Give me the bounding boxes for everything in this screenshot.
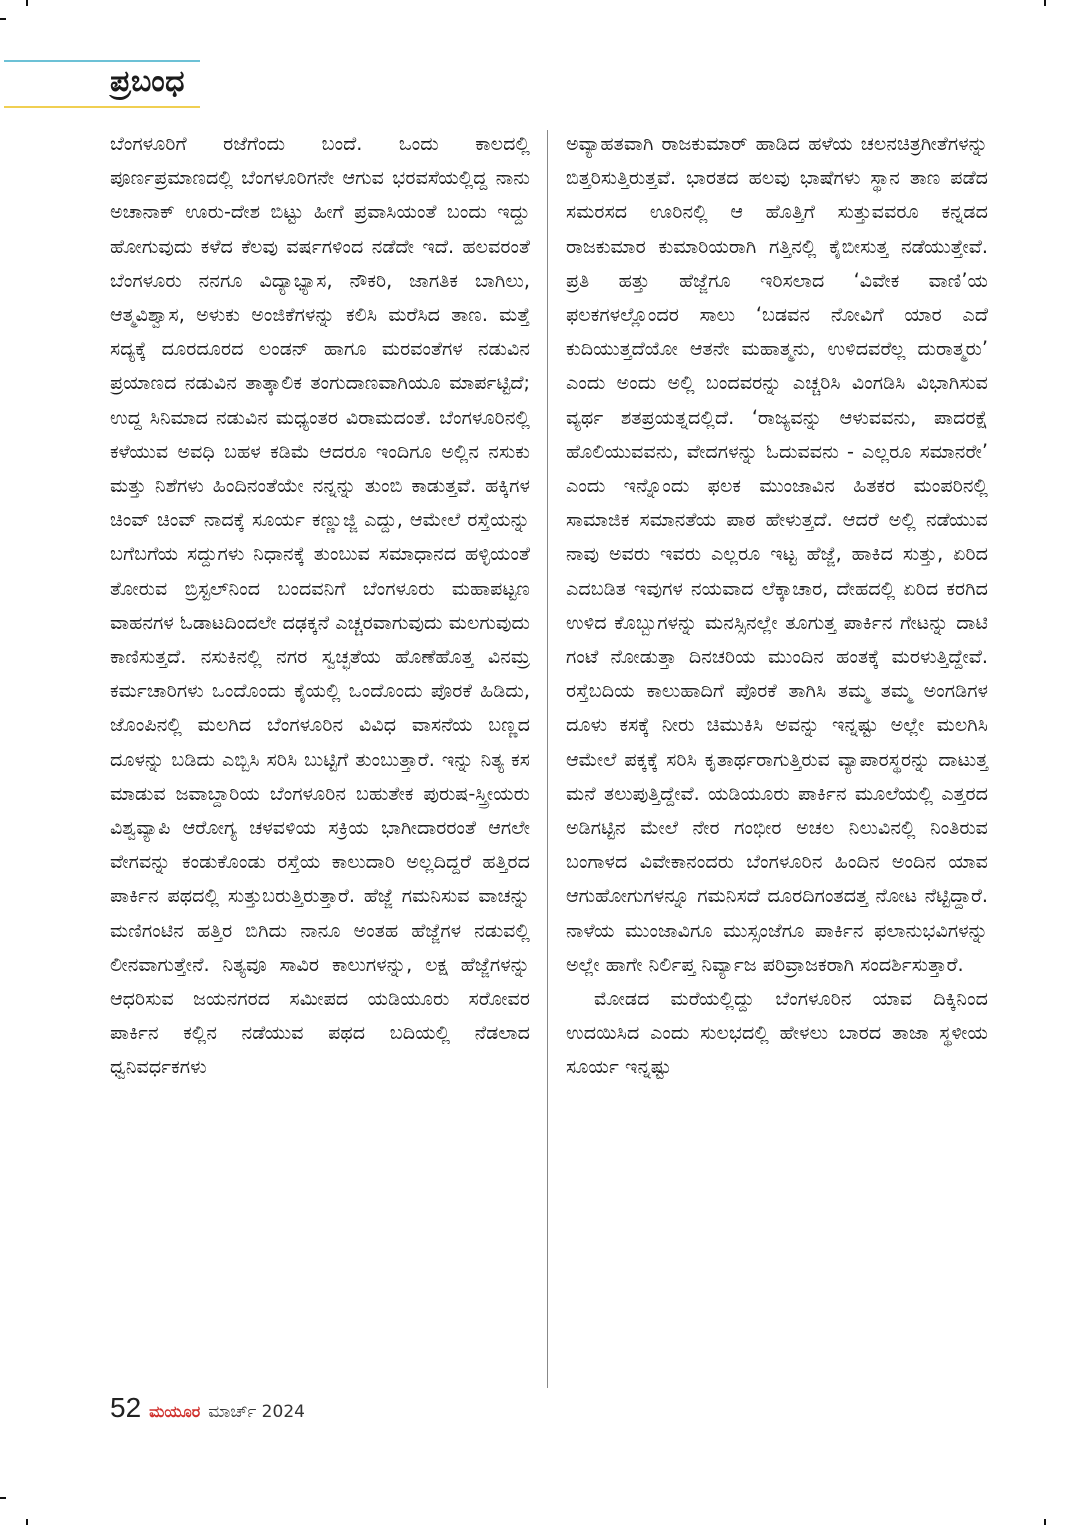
page-number: 52 xyxy=(110,1392,142,1423)
crop-mark-top-right-v xyxy=(1044,0,1046,6)
paragraph: ಮೋಡದ ಮರೆಯಲ್ಲಿದ್ದು ಬೆಂಗಳೂರಿನ ಯಾವ ದಿಕ್ಕಿನಿಂದ ಉದಯಿಸಿದ ಎಂದು ಸುಲಭದಲ್ಲಿ ಹೇಳಲು ಬಾರದ ತಾಜಾ ಸ್ಥಳೀಯ ಸೂರ್ಯ ಇನ್ನಷ್ಟು xyxy=(566,987,988,1079)
section-title: ಪ್ರಬಂಧ xyxy=(110,64,186,99)
section-header-rule-top xyxy=(4,60,200,62)
crop-mark-bottom-right-v xyxy=(1044,1519,1046,1525)
issue-date: ಮಾರ್ಚ್ 2024 xyxy=(208,1402,305,1422)
crop-mark-top-left-v xyxy=(26,0,28,6)
paragraph: ಬೆಂಗಳೂರಿಗೆ ರಜೆಗೆಂದು ಬಂದೆ. ಒಂದು ಕಾಲದಲ್ಲಿ ಪೂರ್ಣಪ್ರಮಾಣದಲ್ಲಿ ಬೆಂಗಳೂರಿಗನೇ ಆಗುವ ಭರವಸೆಯಲ್ಲಿದ್ದ ನಾನು ಅಚಾನಾಕ್ ಊರು-ದೇಶ ಬಿಟ್ಟು ಹೀಗೆ ಪ್ರವಾಸಿಯಂತೆ ಬಂದು ಇದ್ದು ಹೋಗುವುದು ಕಳೆದ ಕೆಲವು ವರ್ಷಗಳಿಂದ ನಡೆದೇ ಇದೆ. ಹಲವರಂತೆ ಬೆಂಗಳೂರು ನನಗೂ ವಿದ್ಯಾಭ್ಯಾಸ, ನೌಕರಿ, ಜಾಗತಿಕ ಬಾಗಿಲು, ಆತ್ಮವಿಶ್ವಾಸ, ಅಳುಕು ಅಂಜಿಕೆಗಳನ್ನು ಕಲಿಸಿ ಮರೆಸಿದ ತಾಣ. ಮತ್ತೆ ಸದ್ಯಕ್ಕೆ ದೂರದೂರದ ಲಂಡನ್ ಹಾಗೂ ಮರವಂತೆಗಳ ನಡುವಿನ ಪ್ರಯಾಣದ ನಡುವಿನ ತಾತ್ಕಾಲಿಕ ತಂಗುದಾಣವಾಗಿಯೂ ಮಾರ್ಪಟ್ಟಿದೆ; ಉದ್ದ ಸಿನಿಮಾದ ನಡುವಿನ ಮಧ್ಯಂತರ ವಿರಾಮದಂತೆ. ಬೆಂಗಳೂರಿನಲ್ಲಿ ಕಳೆಯುವ ಅವಧಿ ಬಹಳ ಕಡಿಮೆ ಆದರೂ ಇಂದಿಗೂ ಅಲ್ಲಿನ ನಸುಕು ಮತ್ತು ನಿಶೆಗಳು ಹಿಂದಿನಂತೆಯೇ ನನ್ನನ್ನು ತುಂಬಿ ಕಾಡುತ್ತವೆ. ಹಕ್ಕಿಗಳ ಚಿಂವ್ ಚಿಂವ್ ನಾದಕ್ಕೆ ಸೂರ್ಯ ಕಣ್ಣುಜ್ಜಿ ಎದ್ದು, ಆಮೇಲೆ ರಸ್ತೆಯನ್ನು ಬಗೆಬಗೆಯ ಸದ್ದುಗಳು ನಿಧಾನಕ್ಕೆ ತುಂಬುವ ಸಮಾಧಾನದ ಹಳ್ಳಿಯಂತೆ ತೋರುವ ಬ್ರಿಸ್ಟಲ್‌ನಿಂದ ಬಂದವನಿಗೆ ಬೆಂಗಳೂರು ಮಹಾಪಟ್ಟಣ ವಾಹನಗಳ ಓಡಾಟದಿಂದಲೇ ದಢಕ್ಕನೆ ಎಚ್ಚರವಾಗುವುದು ಮಲಗುವುದು ಕಾಣಿಸುತ್ತದೆ. ನಸುಕಿನಲ್ಲಿ ನಗರ ಸ್ವಚ್ಛತೆಯ ಹೊಣೆಹೊತ್ತ ವಿನಮ್ರ ಕರ್ಮಚಾರಿಗಳು ಒಂದೊಂದು ಕೈಯಲ್ಲಿ ಒಂದೊಂದು ಪೊರಕೆ ಹಿಡಿದು, ಜೊಂಪಿನಲ್ಲಿ ಮಲಗಿದ ಬೆಂಗಳೂರಿನ ವಿವಿಧ ವಾಸನೆಯ ಬಣ್ಣದ ದೂಳನ್ನು ಬಡಿದು ಎಬ್ಬಿಸಿ ಸರಿಸಿ ಬುಟ್ಟಿಗೆ ತುಂಬುತ್ತಾರೆ. ಇನ್ನು ನಿತ್ಯ ಕಸ ಮಾಡುವ ಜವಾಬ್ದಾರಿಯ ಬೆಂಗಳೂರಿನ ಬಹುತೇಕ ಪುರುಷ-ಸ್ತ್ರೀಯರು ವಿಶ್ವವ್ಯಾಪಿ ಆರೋಗ್ಯ ಚಳವಳಿಯ ಸಕ್ರಿಯ ಭಾಗೀದಾರರಂತೆ ಆಗಲೇ ವೇಗವನ್ನು ಕಂಡುಕೊಂಡು ರಸ್ತೆಯ ಕಾಲುದಾರಿ ಅಲ್ಲದಿದ್ದರೆ ಹತ್ತಿರದ ಪಾರ್ಕಿನ ಪಥದಲ್ಲಿ ಸುತ್ತುಬರುತ್ತಿರುತ್ತಾರೆ. ಹೆಜ್ಜೆ ಗಮನಿಸುವ ವಾಚನ್ನು ಮಣಿಗಂಟಿನ ಹತ್ತಿರ ಬಿಗಿದು ನಾನೂ ಅಂತಹ ಹೆಜ್ಜೆಗಳ ನಡುವಲ್ಲಿ ಲೀನವಾಗುತ್ತೇನೆ. ನಿತ್ಯವೂ ಸಾವಿರ ಕಾಲುಗಳನ್ನು, ಲಕ್ಷ ಹೆಜ್ಜೆಗಳನ್ನು ಆಧರಿಸುವ ಜಯನಗರದ ಸಮೀಪದ ಯಡಿಯೂರು ಸರೋವರ ಪಾರ್ಕಿನ ಕಲ್ಲಿನ ನಡೆಯುವ ಪಥದ ಬದಿಯಲ್ಲಿ ನೆಡಲಾದ ಧ್ವನಿವರ್ಧಕಗಳು xyxy=(110,132,530,1079)
magazine-logo: ಮಯೂರ xyxy=(149,1402,201,1421)
article-column-right xyxy=(566,127,988,1085)
section-header-rule-bottom xyxy=(4,106,200,108)
paragraph: ಅವ್ಯಾಹತವಾಗಿ ರಾಜಕುಮಾರ್ ಹಾಡಿದ ಹಳೆಯ ಚಲನಚಿತ್ರಗೀತೆಗಳನ್ನು ಬಿತ್ತರಿಸುತ್ತಿರುತ್ತವೆ. ಭಾರತದ ಹಲವು ಭಾಷೆಗಳು ಸ್ಥಾನ ತಾಣ ಪಡೆದ ಸಮರಸದ ಊರಿನಲ್ಲಿ ಆ ಹೊತ್ತಿಗೆ ಸುತ್ತುವವರೂ ಕನ್ನಡದ ರಾಜಕುಮಾರ ಕುಮಾರಿಯರಾಗಿ ಗತ್ತಿನಲ್ಲಿ ಕೈಬೀಸುತ್ತ ನಡೆಯುತ್ತೇವೆ. ಪ್ರತಿ ಹತ್ತು ಹೆಜ್ಜೆಗೂ ಇರಿಸಲಾದ ‘ವಿವೇಕ ವಾಣಿ’ಯ ಫಲಕಗಳಲ್ಲೊಂದರ ಸಾಲು ‘ಬಡವನ ನೋವಿಗೆ ಯಾರ ಎದೆ ಕುದಿಯುತ್ತದೆಯೋ ಆತನೇ ಮಹಾತ್ಮನು, ಉಳಿದವರೆಲ್ಲ ದುರಾತ್ಮರು’ ಎಂದು ಅಂದು ಅಲ್ಲಿ ಬಂದವರನ್ನು ಎಚ್ಚರಿಸಿ ವಿಂಗಡಿಸಿ ವಿಭಾಗಿಸುವ ವ್ಯರ್ಥ ಶತಪ್ರಯತ್ನದಲ್ಲಿದೆ. ‘ರಾಜ್ಯವನ್ನು ಆಳುವವನು, ಪಾದರಕ್ಷೆ ಹೊಲಿಯುವವನು, ವೇದಗಳನ್ನು ಓದುವವನು - ಎಲ್ಲರೂ ಸಮಾನರೇ’ ಎಂದು ಇನ್ನೊಂದು ಫಲಕ ಮುಂಜಾವಿನ ಹಿತಕರ ಮಂಪರಿನಲ್ಲಿ ಸಾಮಾಜಿಕ ಸಮಾನತೆಯ ಪಾಠ ಹೇಳುತ್ತದೆ. ಆದರೆ ಅಲ್ಲಿ ನಡೆಯುವ ನಾವು ಅವರು ಇವರು ಎಲ್ಲರೂ ಇಟ್ಟ ಹೆಜ್ಜೆ, ಹಾಕಿದ ಸುತ್ತು, ಏರಿದ ಎದಬಡಿತ ಇವುಗಳ ನಯವಾದ ಲೆಕ್ಕಾಚಾರ, ದೇಹದಲ್ಲಿ ಏರಿದ ಕರಗಿದ ಉಳಿದ ಕೊಬ್ಬುಗಳನ್ನು ಮನಸ್ಸಿನಲ್ಲೇ ತೂಗುತ್ತ ಪಾರ್ಕಿನ ಗೇಟನ್ನು ದಾಟಿ ಗಂಟೆ ನೋಡುತ್ತಾ ದಿನಚರಿಯ ಮುಂದಿನ ಹಂತಕ್ಕೆ ಮರಳುತ್ತಿದ್ದೇವೆ. ರಸ್ತೆಬದಿಯ ಕಾಲುಹಾದಿಗೆ ಪೊರಕೆ ತಾಗಿಸಿ ತಮ್ಮ ತಮ್ಮ ಅಂಗಡಿಗಳ ದೂಳು ಕಸಕ್ಕೆ ನೀರು ಚಿಮುಕಿಸಿ ಅವನ್ನು ಇನ್ನಷ್ಟು ಅಲ್ಲೇ ಮಲಗಿಸಿ ಆಮೇಲೆ ಪಕ್ಕಕ್ಕೆ ಸರಿಸಿ ಕೃತಾರ್ಥರಾಗುತ್ತಿರುವ ವ್ಯಾಪಾರಸ್ಥರನ್ನು ದಾಟುತ್ತ ಮನೆ ತಲುಪುತ್ತಿದ್ದೇವೆ. ಯಡಿಯೂರು ಪಾರ್ಕಿನ ಮೂಲೆಯಲ್ಲಿ ಎತ್ತರದ ಅಡಿಗಟ್ಟಿನ ಮೇಲೆ ನೇರ ಗಂಭೀರ ಅಚಲ ನಿಲುವಿನಲ್ಲಿ ನಿಂತಿರುವ ಬಂಗಾಳದ ವಿವೇಕಾನಂದರು ಬೆಂಗಳೂರಿನ ಹಿಂದಿನ ಅಂದಿನ ಯಾವ ಆಗುಹೋಗುಗಳನ್ನೂ ಗಮನಿಸದೆ ದೂರದಿಗಂತದತ್ತ ನೋಟ ನೆಟ್ಟಿದ್ದಾರೆ. ನಾಳೆಯ ಮುಂಜಾವಿಗೂ ಮುಸ್ಸಂಜೆಗೂ ಪಾರ್ಕಿನ ಫಲಾನುಭವಿಗಳನ್ನು ಅಲ್ಲೇ ಹಾಗೇ ನಿರ್ಲಿಪ್ತ ನಿರ್ವ್ಯಾಜ ಪರಿವ್ರಾಜಕರಾಗಿ ಸಂದರ್ಶಿಸುತ್ತಾರೆ. xyxy=(566,132,988,976)
column-divider xyxy=(547,130,548,1388)
article-column-left xyxy=(110,127,530,1085)
crop-mark-bottom-left-v xyxy=(26,1519,28,1525)
crop-mark-top-left xyxy=(0,18,6,20)
crop-mark-bottom-left xyxy=(0,1497,6,1499)
page-footer xyxy=(110,1392,305,1424)
